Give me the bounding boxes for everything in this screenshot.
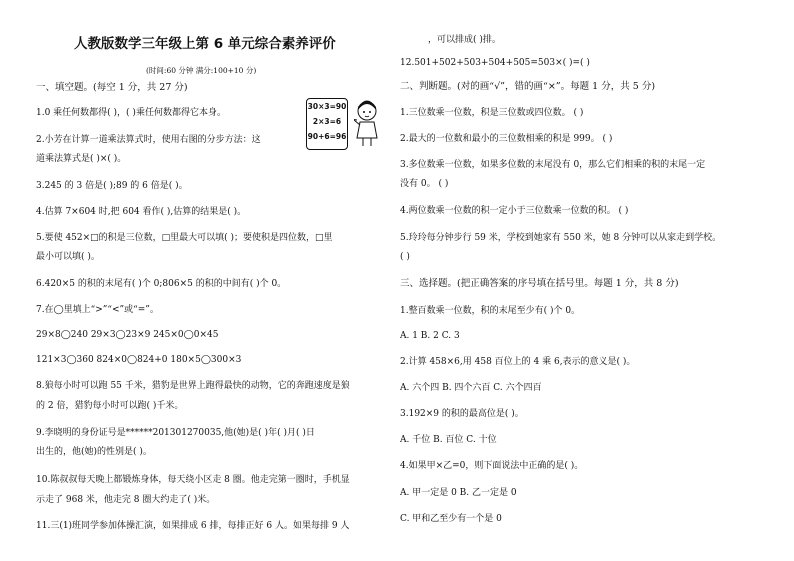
exam-info: (时间:60 分钟 满分:100+10 分) <box>146 66 257 75</box>
calculation-figure <box>306 98 382 150</box>
choice-row: A. 1 B. 2 C. 3 <box>400 331 460 341</box>
choice-row: A. 六个四 B. 四个六百 C. 六个四百 <box>400 383 542 393</box>
question-line: 5.要使 452×□的积是三位数，□里最大可以填( )；要使积是四位数，□里 <box>36 233 333 243</box>
question-line: 6.420×5 的积的末尾有( )个 0;806×5 的积的中间有( )个 0。 <box>36 279 287 289</box>
question-line: ，可以排成( )排。 <box>428 35 501 45</box>
question-line: 2.计算 458×6,用 458 百位上的 4 乘 6,表示的意义是( )。 <box>400 357 636 367</box>
question-line: 1.0 乘任何数都得( )，( )乘任何数都得它本身。 <box>36 108 226 118</box>
question-line: 示走了 968 米，他走完 8 圈大约走了( )米。 <box>36 495 216 505</box>
question-line: 出生的，他(她)的性别是( )。 <box>36 447 152 457</box>
question-line: 4.如果甲×乙=0，则下面说法中正确的是( )。 <box>400 461 584 471</box>
question-line: 3.245 的 3 倍是( );89 的 6 倍是( )。 <box>36 181 188 191</box>
question-line: 10.陈叔叔每天晚上都锻炼身体，每天绕小区走 8 圈。他走完第一圈时，手机显 <box>36 475 350 485</box>
question-line: 7.在◯里填上“>”“<”或“=”。 <box>36 305 159 315</box>
step-line: 2×3=6 <box>312 117 342 126</box>
question-line: 2.最大的一位数和最小的三位数相乘的积是 999。 ( ) <box>400 134 613 144</box>
section-true-false: 二、判断题。(对的画“√”，错的画“×”。每题 1 分，共 5 分) <box>400 81 656 92</box>
question-line: 5.玲玲每分钟步行 59 米，学校到她家有 550 米，她 8 分钟可以从家走到学校。 <box>400 233 722 243</box>
step-line: 30×3=90 <box>307 102 347 111</box>
question-line: 11.三(1)班同学参加体操汇演，如果排成 6 排，每排正好 6 人。如果每排 9 人 <box>36 521 350 531</box>
page-title: 人教版数学三年级上第 6 单元综合素养评价 <box>74 36 336 52</box>
choice-row: A. 千位 B. 百位 C. 十位 <box>400 435 497 445</box>
question-line: 最小可以填( )。 <box>36 252 100 262</box>
question-line: 4.估算 7×604 时,把 604 看作( ),估算的结果是( )。 <box>36 207 247 217</box>
calculation-steps <box>306 98 348 150</box>
question-line: 12.501+502+503+504+505=503×( )=( ) <box>400 58 590 68</box>
question-line: 3.192×9 的积的最高位是( )。 <box>400 409 524 419</box>
comparison-row: 121×3◯360 824×0◯824+0 180×5◯300×3 <box>36 355 242 365</box>
comparison-row: 29×8◯240 29×3◯23×9 245×0◯0×45 <box>36 330 219 340</box>
question-line: 没有 0。 ( ) <box>400 179 449 189</box>
question-line: 道乘法算式是( )×( )。 <box>36 154 127 164</box>
girl-illustration-icon <box>354 100 380 148</box>
section-fill-in: 一、填空题。(每空 1 分，共 27 分) <box>36 82 188 93</box>
question-line: ( ) <box>400 252 410 262</box>
section-multiple-choice: 三、选择题。(把正确答案的序号填在括号里。每题 1 分，共 8 分) <box>400 278 679 289</box>
choice-row: C. 甲和乙至少有一个是 0 <box>400 514 502 524</box>
question-line: 的 2 倍，猎豹每小时可以跑( )千米。 <box>36 401 184 411</box>
step-line: 90+6=96 <box>307 132 347 141</box>
question-line: 4.两位数乘一位数的积一定小于三位数乘一位数的积。 ( ) <box>400 206 629 216</box>
question-line: 3.多位数乘一位数，如果多位数的末尾没有 0，那么它们相乘的积的末尾一定 <box>400 160 706 170</box>
question-line: 8.狼每小时可以跑 55 千米，猎豹是世界上跑得最快的动物，它的奔跑速度是狼 <box>36 381 350 391</box>
question-line: 2.小芳在计算一道乘法算式时，使用右图的分步方法：这 <box>36 135 261 145</box>
choice-row: A. 甲一定是 0 B. 乙一定是 0 <box>400 488 517 498</box>
question-line: 1.整百数乘一位数，积的末尾至少有( )个 0。 <box>400 306 581 316</box>
question-line: 9.李晓明的身份证号是******201301270035,他(她)是( )年( )月( )日 <box>36 428 315 438</box>
question-line: 1.三位数乘一位数，积是三位数或四位数。 ( ) <box>400 108 584 118</box>
